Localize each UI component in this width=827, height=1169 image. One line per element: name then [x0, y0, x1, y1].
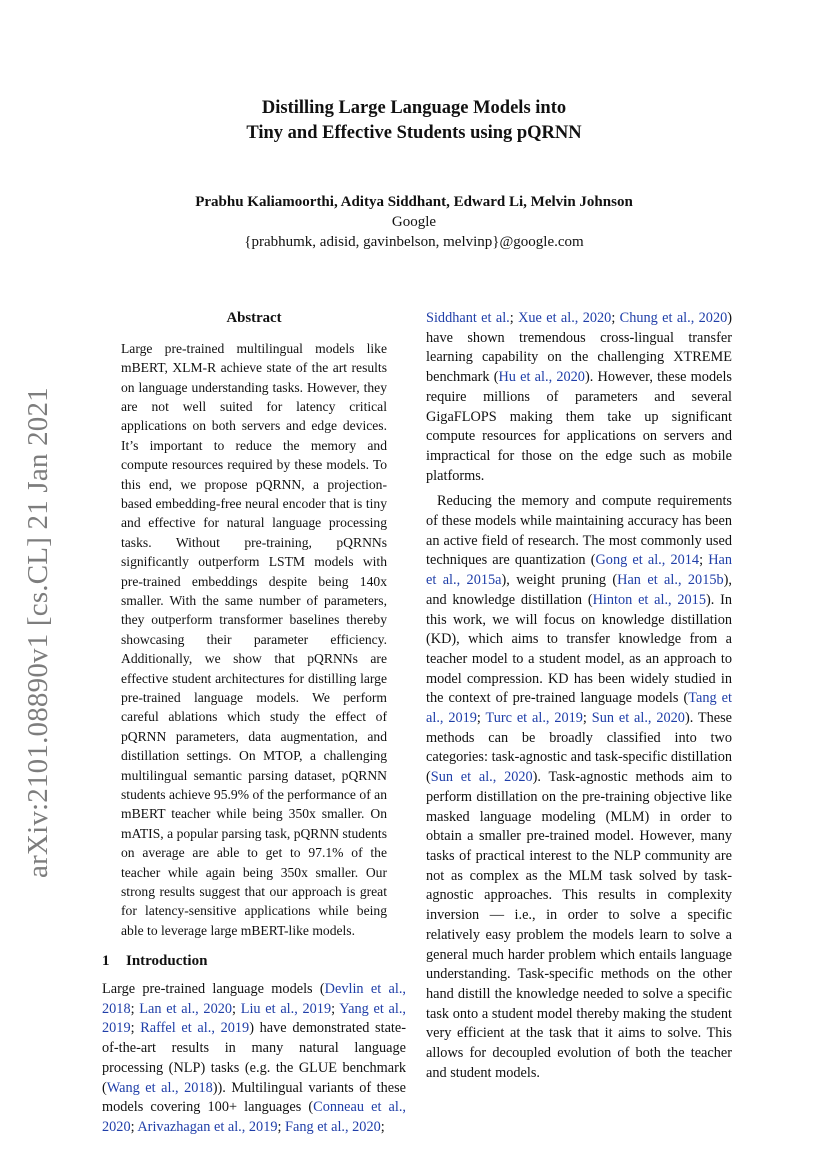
text-run: ). Task-agnostic methods aim to perform distillation on the pre-training objective like masked language modeling (MLM) in order to obtain a smaller pre-trained model. However, many tasks of practical interest to the NLP community are not as complex as the MLM task solved by task-agnostic approaches. This results in complexity inversion — i.e., in order to solve a specific relatively easy problem the models learn to solve a general much harder problem which entails language understanding. Task-specific methods on the other hand distill the knowledge needed to solve a specific task onto a student model thereby making the student very efficient at the task that it aims to solve. This allows for decoupled evolution of both the teacher and student models. — [426, 769, 732, 1081]
citation-link[interactable]: Lan et al., 2020 — [139, 1000, 233, 1017]
author-emails: {prabhumk, adisid, gavinbelson, melvinp}@google.com — [244, 234, 584, 250]
author-list: Prabhu Kaliamoorthi, Aditya Siddhant, Edward Li, Melvin Johnson — [195, 194, 633, 210]
intro-paragraph-1 — [102, 980, 406, 1138]
citation-link[interactable]: Turc et al., 2019 — [485, 710, 583, 727]
citation-link[interactable]: Devlin et al., 2018 — [102, 981, 406, 1017]
citation-link[interactable]: Tang et al., 2019 — [426, 690, 732, 727]
citation-link[interactable]: Yang et al., 2019 — [102, 1000, 406, 1037]
text-run: ; — [699, 552, 709, 569]
paper-title-line-1: Distilling Large Language Models into — [261, 98, 567, 118]
text-run: ). These methods can be broadly classified into two categories: task-agnostic and task-specific distillation ( — [426, 710, 733, 786]
text-run: ; — [476, 710, 486, 727]
text-run: ), and knowledge distillation ( — [426, 572, 732, 608]
citation-link[interactable]: Arivazhagan et al., 2019 — [137, 1118, 278, 1135]
affiliation: Google — [391, 214, 437, 230]
text-run: ; — [611, 310, 620, 326]
text-run: Reducing the memory and compute requirements of these models while maintaining accuracy has been an active field of research. The most commonly used techniques are quantization ( — [426, 493, 732, 569]
section-title: Introduction — [126, 953, 208, 970]
text-run: ) have shown tremendous cross-lingual transfer learning capability on the challenging XTREME benchmark ( — [426, 310, 733, 386]
citation-link[interactable]: Conneau et al., 2020 — [102, 1099, 406, 1135]
citation-link[interactable]: Han et al., 2015a — [426, 552, 733, 589]
text-run: ; — [232, 1000, 241, 1017]
section-heading-introduction — [102, 952, 406, 972]
citation-link[interactable]: Gong et al., 2014 — [595, 552, 700, 569]
citation-link[interactable]: Fang et al., 2020 — [285, 1118, 381, 1135]
right-column — [426, 309, 732, 1083]
citation-link[interactable]: Chung et al., 2020 — [619, 310, 728, 326]
citation-link[interactable]: Hinton et al., 2015 — [592, 591, 706, 608]
text-run: ; — [582, 710, 592, 727]
paper-title-line-2: Tiny and Effective Students using pQRNN — [246, 123, 582, 143]
left-column — [102, 309, 406, 1138]
text-run: ; — [130, 1118, 138, 1135]
text-run: ). However, these models require millions of parameters and several GigaFLOPS making them take up significant compute resources for applications on servers and impractical for those on the edge such as mobile platforms. — [426, 369, 732, 484]
citation-link[interactable]: Sun et al., 2020 — [430, 769, 533, 786]
section-number: 1 — [102, 953, 110, 970]
citation-link[interactable]: Wang et al., 2018 — [106, 1079, 213, 1096]
citation-link[interactable]: Siddhant et al. — [426, 310, 510, 326]
intro-paragraph-1-continued — [426, 309, 732, 486]
citation-link[interactable]: Xue et al., 2020 — [518, 310, 612, 326]
text-run: ). In this work, we will focus on knowledge distillation (KD), which aims to transfer knowledge from a teacher model to a student model, as an approach to model compression. KD has been widely studied in the context of pre-trained language models ( — [426, 591, 732, 707]
text-run: ; — [277, 1118, 286, 1135]
text-run: ; — [380, 1118, 385, 1135]
citation-link[interactable]: Liu et al., 2019 — [240, 1000, 332, 1017]
text-run: ; — [331, 1000, 340, 1017]
text-run: ; — [130, 1000, 140, 1017]
text-run: )). Multilingual variants of these models covering 100+ languages ( — [102, 1079, 407, 1116]
text-run: ; — [509, 310, 519, 326]
abstract-text: Large pre-trained multilingual models like mBERT, XLM-R achieve state of the art results on language understanding tasks. However, they are not well suited for latency critical applications on both servers and edge devices. It’s important to reduce the memory and compute resources required by these models. To this end, we propose pQRNN, a projection-based embedding-free neural encoder that is tiny and effective for natural language processing tasks. Without pre-training, pQRNNs significantly outperform LSTM models with pre-trained embeddings despite being 140x smaller. With the same number of parameters, they outperform transformer baselines thereby showcasing their parameter efficiency. Additionally, we show that pQRNNs are effective student architectures for distilling large pre-trained language models. We perform careful ablations which study the effect of pQRNN parameters, data augmentation, and distillation settings. On MTOP, a challenging multilingual semantic parsing dataset, pQRNN students achieve 95.9% of the performance of an mBERT teacher while being 350x smaller. On mATIS, a popular parsing task, pQRNN students on average are able to get to 97.1% of the teacher while again being 350x smaller. Our strong results suggest that our approach is great for latency-sensitive applications while being able to leverage large mBERT-like models. — [121, 340, 387, 938]
citation-link[interactable]: Hu et al., 2020 — [498, 369, 585, 386]
text-run: Large pre-trained language models ( — [102, 981, 325, 997]
text-run: ), weight pruning ( — [501, 572, 618, 589]
intro-paragraph-2 — [426, 492, 732, 1083]
text-run: ; — [130, 1020, 141, 1037]
arxiv-identifier: arXiv:2101.08890v1 [cs.CL] 21 Jan 2021 — [22, 387, 54, 878]
text-run: ) have demonstrated state-of-the-art results in many natural language processing (NLP) tasks (e.g. the GLUE benchmark ( — [102, 1020, 406, 1096]
abstract-heading: Abstract — [226, 310, 282, 326]
citation-link[interactable]: Sun et al., 2020 — [591, 710, 685, 727]
citation-link[interactable]: Raffel et al., 2019 — [140, 1020, 250, 1037]
citation-link[interactable]: Han et al., 2015b — [617, 572, 724, 589]
title-block — [102, 96, 726, 253]
